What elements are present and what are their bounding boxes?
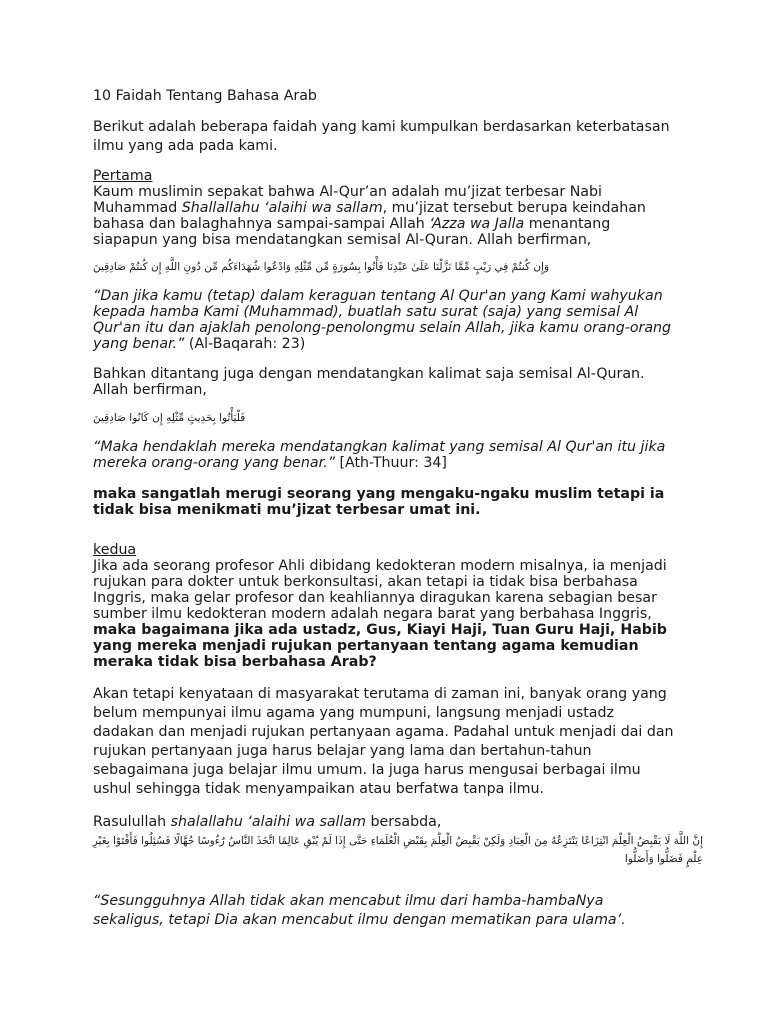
text-run: bersabda, [365,814,442,830]
translation-quote-3: “Sesungguhnya Allah tidak akan mencabut ilmu dari hamba-hambaNya sekaligus, tetapi Dia akan mencabut ilmu dengan mematikan para ulama’. [93,893,626,928]
arabic-verse-1: وَإِن كُنتُمْ فِي رَيْبٍ مِّمَّا نَزَّلْنَا عَلَىٰ عَبْدِنَا فَأْتُوا بِسُورَةٍ مِّن مِّثْلِهِ وَادْعُوا شُهَدَاءَكُم مِّن دُونِ اللَّهِ إِن كُنتُمْ صَادِقِينَ [93,261,550,273]
italic-quote: “Dan jika kamu (tetap) dalam keraguan tentang Al Qur'an yang Kami wahyukan kepada hamba Kami (Muhammad), buatlah satu surat (saja) yang semisal Al Qur'an itu dan ajaklah penolong-penolongmu selain Allah, jika kamu orang-orang yang benar.” [93,288,672,352]
italic-run: Shallallahu ‘alaihi wa sallam [181,200,383,216]
text-run: Jika ada seorang profesor Ahli dibidang kedokteran modern misalnya, ia menjadi rujukan para dokter untuk berkonsultasi, akan tetapi ia tidak bisa berbahasa Inggris, maka gelar profesor dan keahliannya diragukan karena sebagian besar sumber ilmu kedokteran modern adalah negara barat yang berbahasa Inggris, [93,558,667,622]
italic-run: shalallahu ‘alaihi wa sallam [170,814,366,830]
document-page [92,88,703,930]
section1-paragraph-2: Bahkan ditantang juga dengan mendatangkan kalimat saja semisal Al-Quran. Allah berfirman, [93,366,645,398]
arabic-hadith: إِنَّ اللَّهَ لَا يَقْبِضُ الْعِلْمَ انْتِزَاعًا يَنْتَزِعُهُ مِنَ الْعِبَادِ وَلَكِنْ يَقْبِضُ الْعِلْمَ بِقَبْضِ الْعُلَمَاءِ حَتَّى إِذَا لَمْ يُبْقِ عَالِمًا اتَّخَذَ النَّاسُ رُءُوسًا جُهَّالًا فَسُئِلُوا فَأَفْتَوْا بِغَيْرِ عِلْمٍ فَضَلُّوا وَأَضَلُّوا [92,835,703,865]
document-title: 10 Faidah Tentang Bahasa Arab [93,88,317,104]
text-run: Rasulullah [93,814,171,830]
section2-paragraph-1 [93,558,678,670]
section2-paragraph-2: Akan tetapi kenyataan di masyarakat terutama di zaman ini, banyak orang yang belum mempunyai ilmu agama yang mumpuni, langsung menjadi ustadz dadakan dan menjadi rujukan pertanyaan agama. Padahal untuk menjadi dai dan rujukan pertanyaan juga harus belajar yang lama dan bertahun-tahun sebagaimana juga belajar ilmu umum. Ia juga harus mengusai berbagai ilmu ushul sehingga tidak menyampaikan atau berfatwa tanpa ilmu. [93,686,674,797]
italic-run: ‘Azza wa Jalla [429,216,525,232]
section-heading-kedua: kedua [93,542,137,558]
section1-paragraph-1 [93,184,678,248]
italic-quote: “Maka hendaklah mereka mendatangkan kalimat yang semisal Al Qur'an itu jika mereka orang-orang yang benar.” [93,439,666,471]
bold-run: maka bagaimana jika ada ustadz, Gus, Kiayi Haji, Tuan Guru Haji, Habib yang mereka menjadi rujukan pertanyaan tentang agama kemudian meraka tidak bisa berbahasa Arab? [93,622,667,670]
arabic-verse-2: فَلْيَأْتُوا بِحَدِيثٍ مِّثْلِهِ إِن كَانُوا صَادِقِينَ [93,412,246,424]
translation-quote-1 [93,288,678,352]
verse-reference: [Ath-Thuur: 34] [334,455,447,471]
text-run: Kaum muslimin sepakat bahwa Al-Qur’an adalah mu’jizat terbesar Nabi Muhammad [93,184,602,216]
section-heading-pertama: Pertama [93,168,153,184]
section2-paragraph-3 [93,814,678,830]
translation-quote-2 [93,439,678,471]
text-run: menantang siapapun yang bisa mendatangkan semisal Al-Quran. Allah berfirman, [93,216,611,248]
verse-reference: (Al-Baqarah: 23) [184,336,306,352]
bold-conclusion-1: maka sangatlah merugi seorang yang mengaku-ngaku muslim tetapi ia tidak bisa menikmati mu’jizat terbesar umat ini. [93,486,665,518]
text-run: , mu’jizat tersebut berupa keindahan bahasa dan balaghahnya sampai-sampai Allah [93,200,646,232]
intro-paragraph: Berikut adalah beberapa faidah yang kami kumpulkan berdasarkan keterbatasan ilmu yang ada pada kami. [93,119,670,154]
